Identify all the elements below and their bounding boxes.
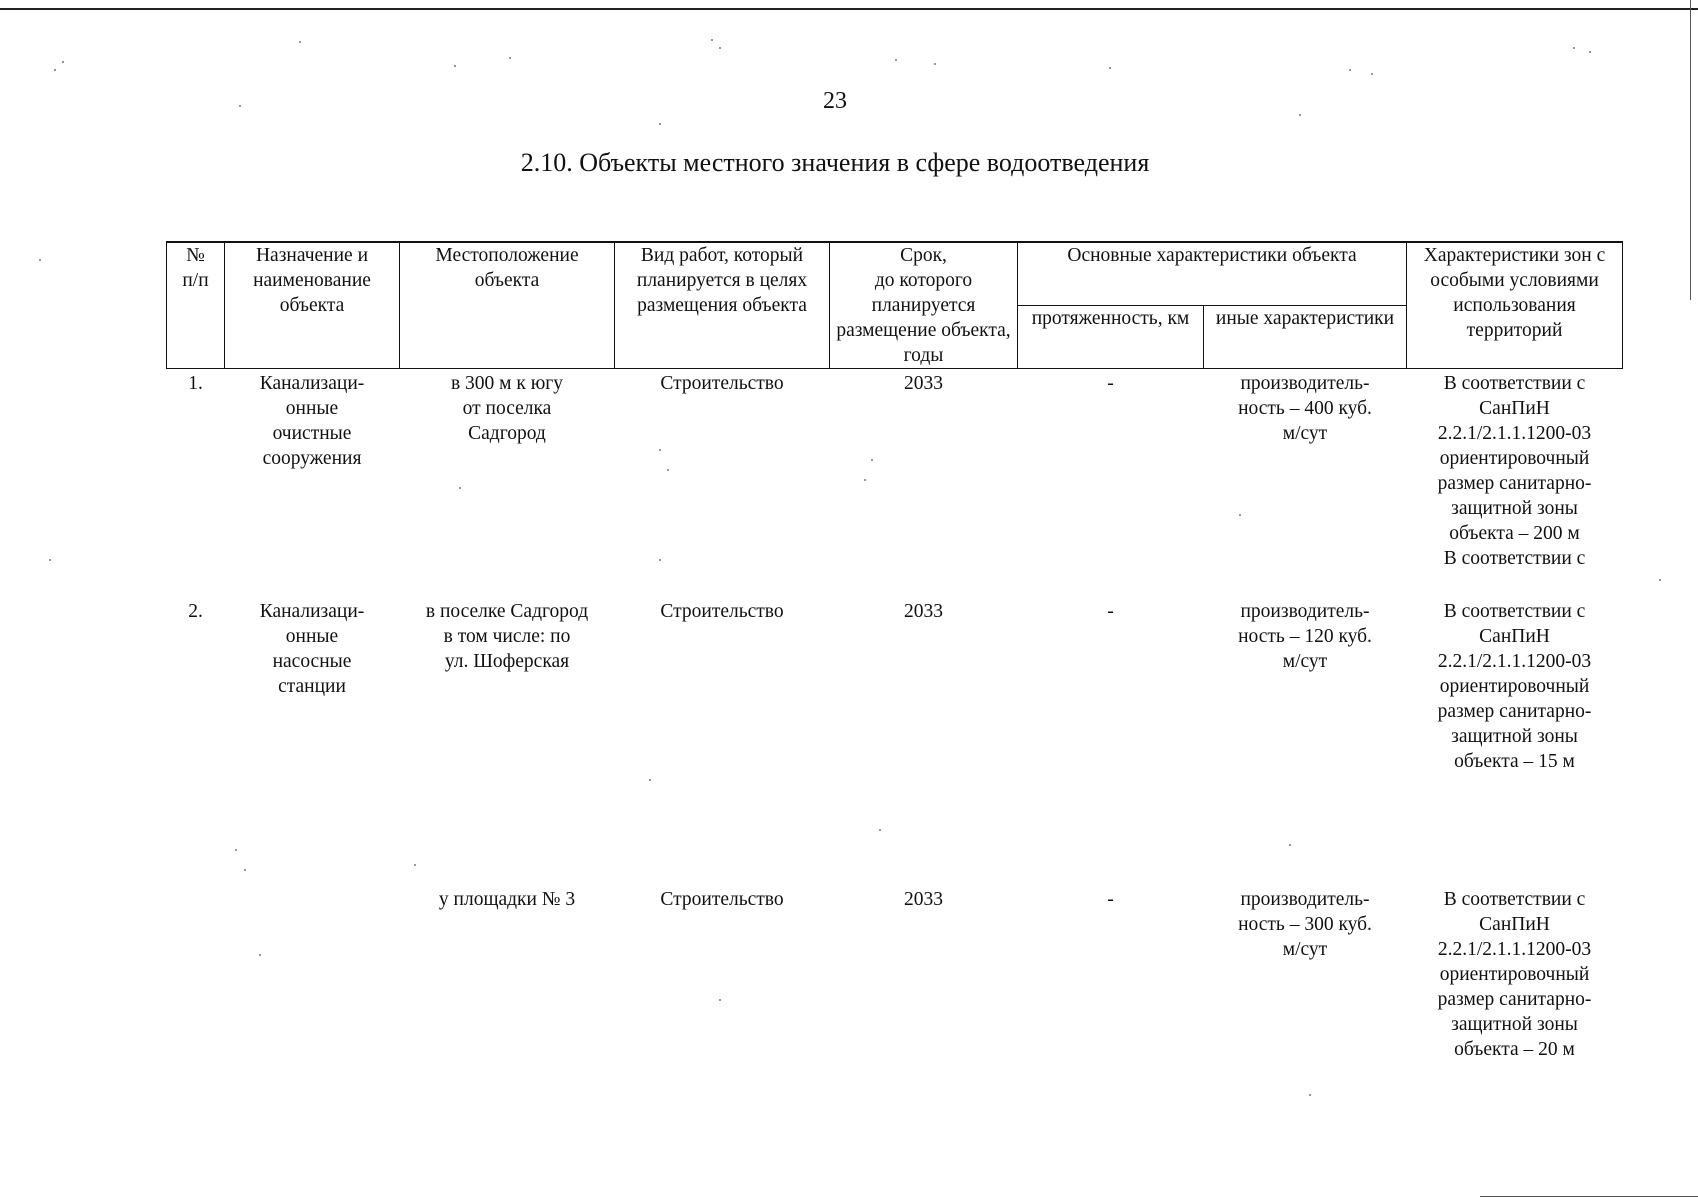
header-number: № п/п — [167, 242, 225, 369]
row-number — [167, 885, 225, 1087]
deadline-year: 2033 — [904, 889, 943, 910]
header-work-type: Вид работ, который планируется в целях размещения объекта — [615, 242, 830, 369]
header-zone-characteristics: Характеристики зон с особыми условиями использования территорий — [1407, 242, 1623, 369]
object-name: Канализаци- онные очистные сооружения — [259, 373, 365, 469]
table-header — [167, 242, 1623, 369]
page-title: 2.10. Объекты местного значения в сфере водоотведения — [520, 148, 1150, 177]
scan-top-border — [0, 8, 1698, 10]
scan-right-border — [1690, 0, 1691, 300]
other-characteristics: производитель- ность – 300 куб. м/сут — [1238, 889, 1372, 960]
row-number: 1. — [188, 373, 203, 394]
object-location: в 300 м к югу от поселка Садгород — [450, 373, 564, 444]
object-location: в поселке Садгород в том числе: по ул. Шоферская — [425, 601, 589, 672]
page-number: 23 — [823, 88, 847, 114]
header-location: Местоположение объекта — [400, 242, 615, 369]
deadline-year: 2033 — [904, 601, 943, 622]
zone-characteristics: В соответствии с СанПиН 2.2.1/2.1.1.1200-03 ориентировочный размер санитарно- защитной зоны объекта – 200 м В соответствии с — [1437, 373, 1592, 569]
header-main-characteristics: Основные характеристики объекта — [1018, 242, 1407, 306]
zone-characteristics: В соответствии с СанПиН 2.2.1/2.1.1.1200-03 ориентировочный размер санитарно- защитной зоны объекта – 20 м — [1437, 889, 1592, 1060]
header-length: протяженность, км — [1018, 306, 1204, 369]
length-value: - — [1107, 373, 1114, 394]
length-value: - — [1107, 889, 1114, 910]
other-characteristics: производитель- ность – 120 куб. м/сут — [1238, 601, 1372, 672]
header-other-characteristics: иные характеристики — [1204, 306, 1407, 369]
object-name — [225, 885, 400, 1087]
work-type: Строительство — [660, 601, 784, 622]
table-row — [167, 597, 1623, 885]
deadline-year: 2033 — [904, 373, 943, 394]
work-type: Строительство — [660, 373, 784, 394]
zone-characteristics: В соответствии с СанПиН 2.2.1/2.1.1.1200-03 ориентировочный размер санитарно- защитной зоны объекта – 15 м — [1437, 601, 1592, 772]
length-value: - — [1107, 601, 1114, 622]
scan-bottom-border — [1480, 1196, 1698, 1197]
other-characteristics: производитель- ность – 400 куб. м/сут — [1238, 373, 1372, 444]
object-location: у площадки № 3 — [438, 889, 576, 910]
table-row — [167, 369, 1623, 598]
row-number: 2. — [188, 601, 203, 622]
work-type: Строительство — [660, 889, 784, 910]
table-row — [167, 885, 1623, 1087]
object-name: Канализаци- онные насосные станции — [259, 601, 365, 697]
water-disposal-objects-table — [166, 241, 1623, 1087]
header-name: Назначение и наименование объекта — [225, 242, 400, 369]
header-deadline: Срок, до которого планируется размещение объекта, годы — [830, 242, 1018, 369]
